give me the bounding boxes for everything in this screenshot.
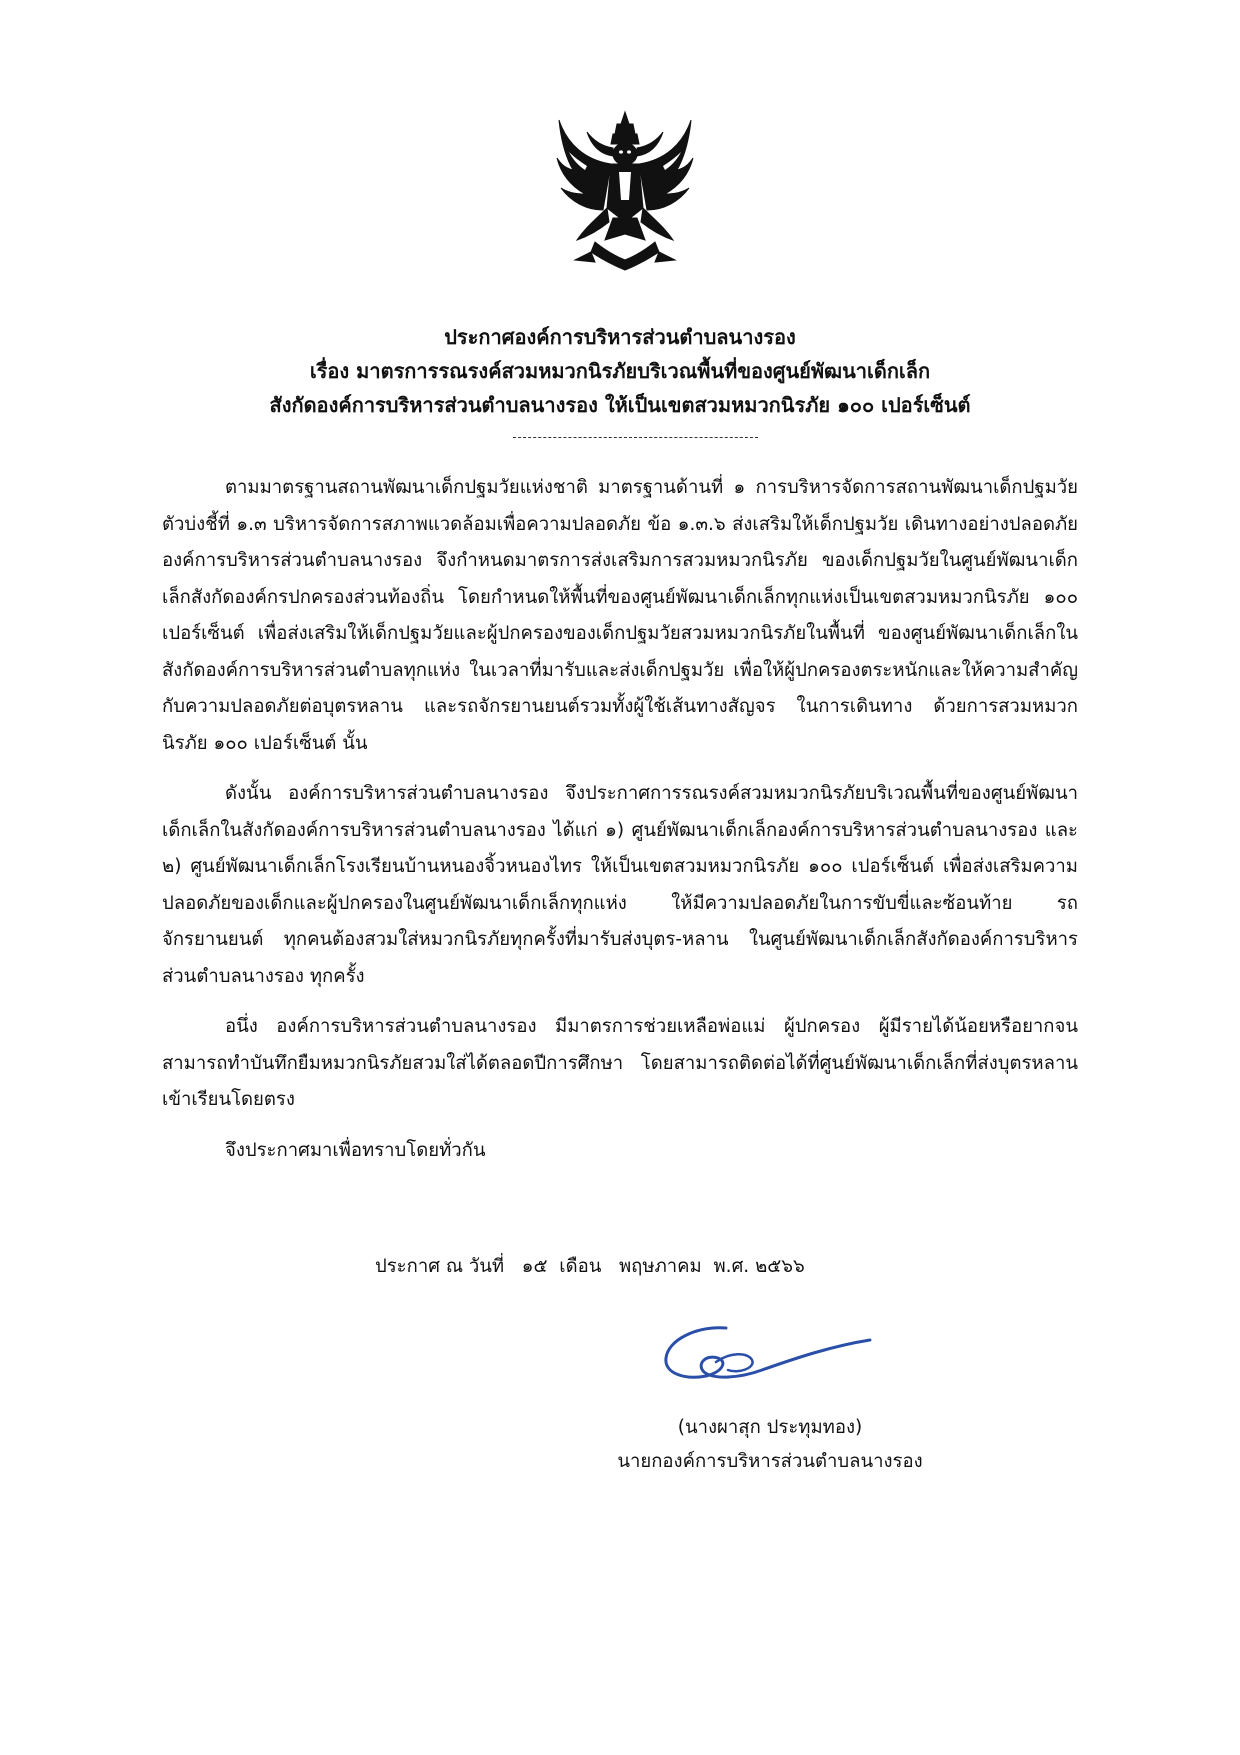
announcement-date: ประกาศ ณ วันที่ ๑๕ เดือน พฤษภาคม พ.ศ. ๒๕๖๖ bbox=[375, 1256, 805, 1277]
signatory-block bbox=[560, 1411, 980, 1479]
body-paragraph-2: ดังนั้น องค์การบริหารส่วนตำบลนางรอง จึงประกาศการรณรงค์สวมหมวกนิรภัยบริเวณพื้นที่ของศูนย์พัฒนาเด็กเล็กในสังกัดองค์การบริหารส่วนตำบลนางรอง ได้แก่ ๑) ศูนย์พัฒนาเด็กเล็กองค์การบริหารส่วนตำบลนางรอง และ ๒) ศูนย์พัฒนาเด็กเล็กโรงเรียนบ้านหนองจิ้วหนองไทร ให้เป็นเขตสวมหมวกนิรภัย ๑๐๐ เปอร์เซ็นต์ เพื่อส่งเสริมความปลอดภัยของเด็กและผู้ปกครองในศูนย์พัฒนาเด็กเล็กทุกแห่ง ให้มีความปลอดภัยในการขับขี่และซ้อนท้าย รถจักรยานยนต์ ทุกคนต้องสวมใส่หมวกนิรภัยทุกครั้งที่มารับส่งบุตร-หลาน ในศูนย์พัฒนาเด็กเล็กสังกัดองค์การบริหารส่วนตำบลนางรอง ทุกครั้ง bbox=[162, 783, 1078, 987]
announcement-body bbox=[162, 470, 1078, 1169]
body-paragraph-3: อนึ่ง องค์การบริหารส่วนตำบลนางรอง มีมาตรการช่วยเหลือพ่อแม่ ผู้ปกครอง ผู้มีรายได้น้อยหรือยากจนสามารถทำบันทึกยืมหมวกนิรภัยสวมใส่ได้ตลอดปีการศึกษา โดยสามารถติดต่อได้ที่ศูนย์พัฒนาเด็กเล็กที่ส่งบุตรหลานเข้าเรียนโดยตรง bbox=[162, 1016, 1078, 1110]
signatory-name: (นางผาสุก ประทุมทอง) bbox=[677, 1417, 863, 1438]
closing-statement: จึงประกาศมาเพื่อทราบโดยทั่วกัน bbox=[225, 1139, 486, 1161]
announcement-title bbox=[160, 320, 1080, 422]
signatory-position: นายกองค์การบริหารส่วนตำบลนางรอง bbox=[617, 1451, 923, 1472]
title-line-3: สังกัดองค์การบริหารส่วนตำบลนางรอง ให้เป็นเขตสวมหมวกนิรภัย ๑๐๐ เปอร์เซ็นต์ bbox=[269, 393, 971, 417]
handwritten-signature bbox=[656, 1318, 876, 1398]
body-paragraph-1: ตามมาตรฐานสถานพัฒนาเด็กปฐมวัยแห่งชาติ มาตรฐานด้านที่ ๑ การบริหารจัดการสถานพัฒนาเด็กปฐมวัย ตัวบ่งชี้ที่ ๑.๓ บริหารจัดการสภาพแวดล้อมเพื่อความปลอดภัย ข้อ ๑.๓.๖ ส่งเสริมให้เด็กปฐมวัย เดินทางอย่างปลอดภัย องค์การบริหารส่วนตำบลนางรอง จึงกำหนดมาตรการส่งเสริมการสวมหมวกนิรภัย ของเด็กปฐมวัยในศูนย์พัฒนาเด็กเล็กสังกัดองค์กรปกครองส่วนท้องถิ่น โดยกำหนดให้พื้นที่ของศูนย์พัฒนาเด็กเล็กทุกแห่งเป็นเขตสวมหมวกนิรภัย ๑๐๐ เปอร์เซ็นต์ เพื่อส่งเสริมให้เด็กปฐมวัยและผู้ปกครองของเด็กปฐมวัยสวมหมวกนิรภัยในพื้นที่ ของศูนย์พัฒนาเด็กเล็กในสังกัดองค์การบริหารส่วนตำบลทุกแห่ง ในเวลาที่มารับและส่งเด็กปฐมวัย เพื่อให้ผู้ปกครองตระหนักและให้ความสำคัญกับความปลอดภัยต่อบุตรหลาน และรถจักรยานยนต์รวมทั้งผู้ใช้เส้นทางสัญจร ในการเดินทาง ด้วยการสวมหมวกนิรภัย ๑๐๐ เปอร์เซ็นต์ นั้น bbox=[162, 477, 1078, 754]
title-line-2: เรื่อง มาตรการรณรงค์สวมหมวกนิรภัยบริเวณพื้นที่ของศูนย์พัฒนาเด็กเล็ก bbox=[309, 359, 931, 383]
garuda-emblem-icon bbox=[555, 110, 695, 275]
title-divider bbox=[513, 437, 758, 438]
title-line-1: ประกาศองค์การบริหารส่วนตำบลนางรอง bbox=[444, 325, 796, 349]
